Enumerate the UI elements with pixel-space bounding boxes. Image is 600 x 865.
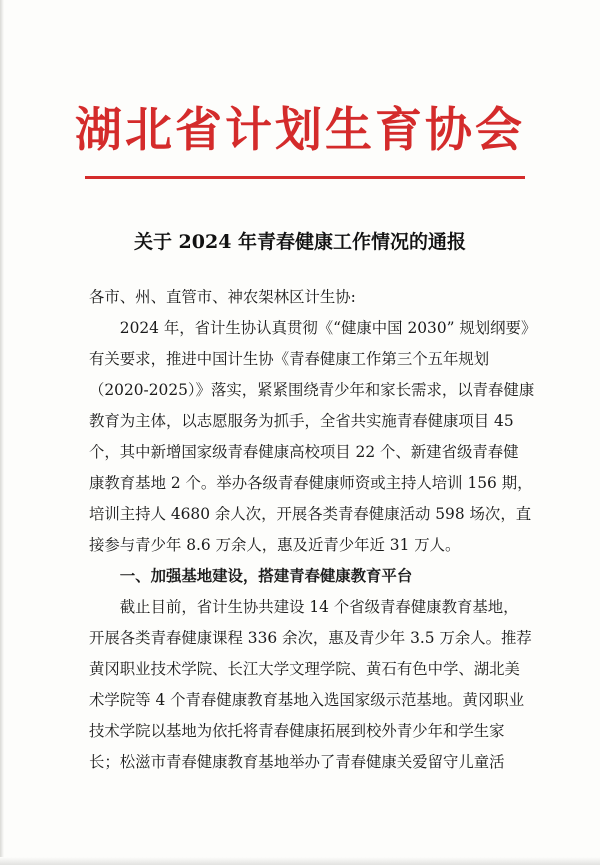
- scan-shadow-bottom: [0, 857, 600, 865]
- body-line: 教育为主体，以志愿服务为抓手，全省共实施青春健康项目 45: [89, 412, 514, 430]
- body-line: 接参与青少年 8.6 万余人，惠及近青少年近 31 万人。: [89, 536, 461, 554]
- body-line: 个，其中新增国家级青春健康高校项目 22 个、新建省级青春健: [89, 443, 519, 461]
- letterhead-org-name: 湖北省计划生育协会: [75, 103, 525, 158]
- section-line: 术学院等 4 个青春健康教育基地入选国家级示范基地。黄冈职业: [89, 691, 525, 709]
- section-line: 长；松滋市青春健康教育基地举办了青春健康关爱留守儿童活: [89, 753, 505, 771]
- body-line: 康教育基地 2 个。举办各级青春健康师资或主持人培训 156 期，: [89, 474, 533, 492]
- letterhead-red-rule: [85, 176, 525, 179]
- body-line: 有关要求，推进中国计生协《青春健康工作第三个五年规划: [89, 350, 490, 368]
- salutation: 各市、州、直管市、神农架林区计生协:: [89, 288, 356, 306]
- section-line: 截止目前，省计生协共建设 14 个省级青春健康教育基地，: [89, 598, 519, 616]
- body-line: 2024 年，省计生协认真贯彻《“健康中国 2030” 规划纲要》: [89, 319, 537, 337]
- document-title: 关于 2024 年青春健康工作情况的通报: [133, 231, 467, 253]
- section-line: 开展各类青春健康课程 336 余次，惠及青少年 3.5 万余人。推荐: [89, 629, 532, 647]
- section-line: 黄冈职业技术学院、长江大学文理学院、黄石有色中学、湖北美: [89, 660, 520, 678]
- body-line: 培训主持人 4680 余人次，开展各类青春健康活动 598 场次，直: [89, 505, 532, 523]
- section-heading: 一、加强基地建设，搭建青春健康教育平台: [89, 567, 413, 585]
- section-line: 技术学院以基地为依托将青春健康拓展到校外青少年和学生家: [89, 722, 505, 740]
- body-line: （2020-2025）》落实，紧紧围绕青少年和家长需求，以青春健康: [89, 381, 535, 399]
